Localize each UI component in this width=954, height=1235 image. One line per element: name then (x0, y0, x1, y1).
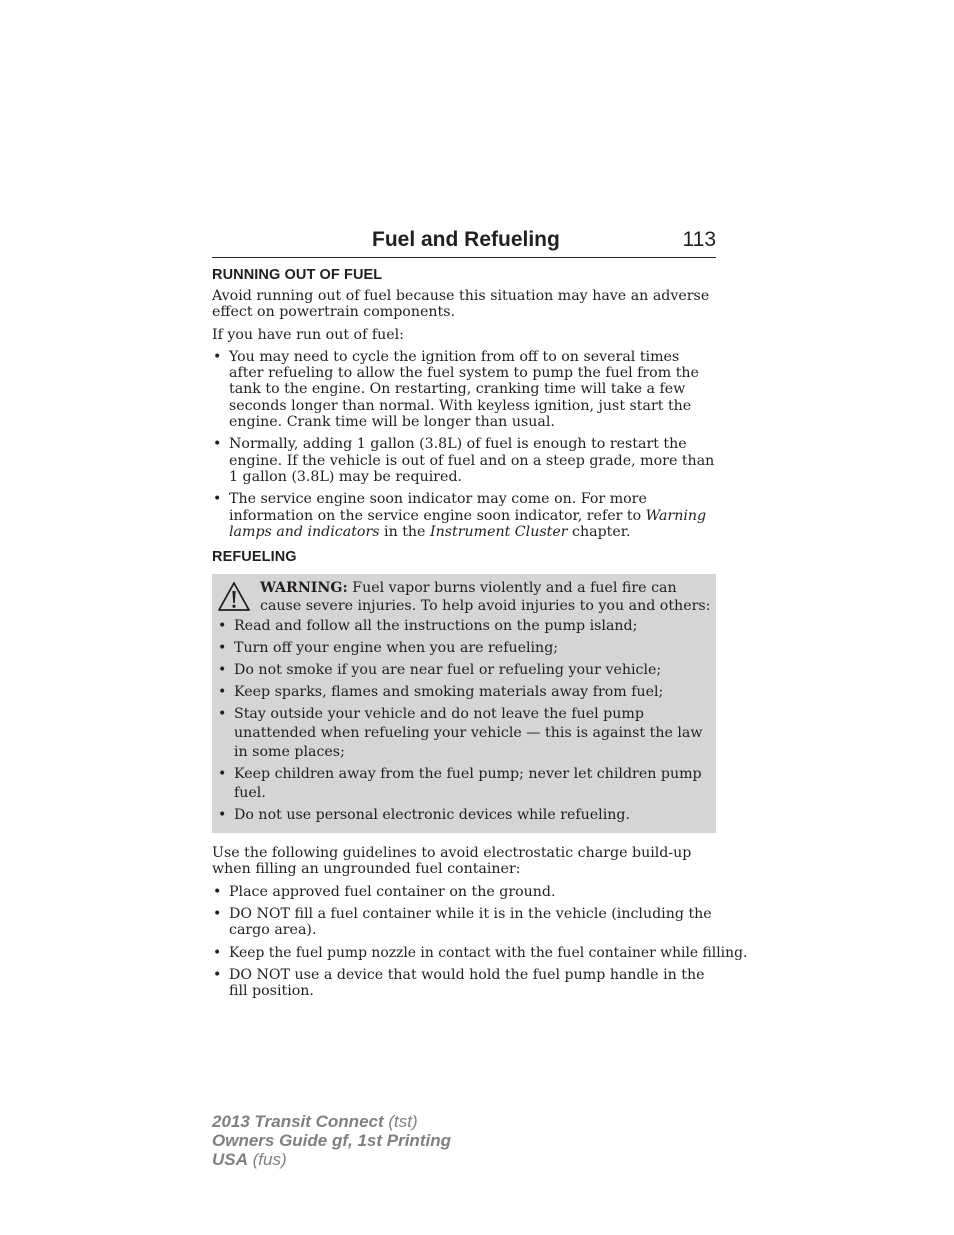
list-item (212, 436, 716, 485)
paragraph: Use the following guidelines to avoid electrostatic charge build-up when filling an ungrounded fuel container: (212, 845, 692, 878)
page-footer (212, 1112, 451, 1169)
footer-line (212, 1131, 451, 1150)
list-item (216, 806, 712, 825)
list-item (216, 661, 712, 680)
bullet: • (218, 640, 227, 657)
page-number: 113 (682, 228, 716, 251)
warning-label: WARNING: (260, 580, 348, 597)
list-item-text: Stay outside your vehicle and do not leave the fuel pump unattended when refueling your vehicle — this is against the law in some places; (234, 706, 703, 761)
footer-market: USA (212, 1150, 248, 1169)
list-item-text: in the (379, 523, 430, 540)
heading-running-out-of-fuel: RUNNING OUT OF FUEL (212, 267, 383, 283)
bullet: • (213, 906, 222, 923)
list-item-text: Do not use personal electronic devices while refueling. (234, 807, 630, 824)
list-item-text: DO NOT use a device that would hold the fuel pump handle in the fill position. (229, 966, 705, 1000)
footer-code: (tst) (383, 1112, 418, 1131)
list-item (212, 491, 716, 540)
bullet: • (218, 766, 227, 783)
list-item (216, 683, 712, 702)
list-item (216, 705, 712, 762)
cross-reference: Warning lamps and indicators (229, 507, 707, 540)
list-item (212, 944, 748, 961)
list-item-text: DO NOT fill a fuel container while it is in the vehicle (including the cargo area). (229, 906, 712, 939)
list-item-text: Do not smoke if you are near fuel or refueling your vehicle; (234, 662, 662, 679)
warning-list (216, 617, 712, 825)
paragraph: If you have run out of fuel: (212, 326, 404, 343)
manual-page (212, 228, 748, 1006)
list-item-text: Turn off your engine when you are refueling; (234, 640, 559, 657)
warning-text (260, 579, 712, 615)
list-item (212, 906, 716, 939)
paragraph: Avoid running out of fuel because this situation may have an adverse effect on powertrain components. (212, 288, 710, 321)
warning-box (212, 574, 716, 833)
bullet: • (218, 807, 227, 824)
bullet: • (213, 436, 222, 453)
list-item-text: The service engine soon indicator may come on. For more information on the service engine soon indicator, refer to (229, 491, 647, 524)
footer-line (212, 1112, 451, 1131)
bullet: • (218, 684, 227, 701)
list-item-text: Place approved fuel container on the ground. (229, 883, 556, 900)
footer-printing: Owners Guide gf, 1st Printing (212, 1131, 451, 1150)
footer-line (212, 1150, 451, 1169)
list-item (216, 765, 712, 803)
list-item (212, 349, 716, 430)
bullet: • (213, 491, 222, 508)
list-item-text: Normally, adding 1 gallon (3.8L) of fuel is enough to restart the engine. If the vehicle is out of fuel and on a steep grade, more than 1 gallon (3.8L) may be required. (229, 436, 715, 485)
footer-code: (fus) (247, 1150, 287, 1169)
list-item-text: Keep sparks, flames and smoking materials away from fuel; (234, 684, 664, 701)
bullet: • (213, 883, 222, 900)
list-item (212, 967, 716, 1000)
list-item-text: chapter. (567, 523, 631, 540)
list-item-text: Keep the fuel pump nozzle in contact with the fuel container while filling. (229, 944, 748, 961)
cross-reference: Instrument Cluster (429, 523, 568, 540)
bullet: • (213, 944, 222, 961)
heading-refueling: REFUELING (212, 549, 297, 566)
section-title: Fuel and Refueling (372, 228, 560, 251)
list-item-text: Read and follow all the instructions on the pump island; (234, 618, 638, 635)
footer-model: 2013 Transit Connect (212, 1112, 384, 1131)
bullet: • (218, 706, 227, 723)
warning-triangle-icon (217, 581, 251, 613)
list-item (216, 639, 712, 658)
warning-header (216, 579, 712, 615)
bullet: • (218, 662, 227, 679)
running-out-list (212, 349, 716, 540)
warning-body: Fuel vapor burns violently and a fuel fire can cause severe injuries. To help avoid injuries to you and others: (260, 580, 711, 615)
list-item-text: Keep children away from the fuel pump; never let children pump fuel. (234, 766, 702, 802)
bullet: • (218, 618, 227, 635)
bullet: • (213, 966, 222, 983)
guidelines-list (212, 883, 748, 1000)
list-item (212, 884, 716, 900)
bullet: • (213, 348, 222, 365)
page-header (212, 228, 716, 258)
list-item-text: You may need to cycle the ignition from off to on several times after refueling to allow the fuel system to pump the fuel from the tank to the engine. On restarting, cranking time will take a few seconds longer than normal. With keyless ignition, just start the engine. Crank time will be longer than usual. (229, 348, 699, 431)
list-item (216, 617, 712, 636)
